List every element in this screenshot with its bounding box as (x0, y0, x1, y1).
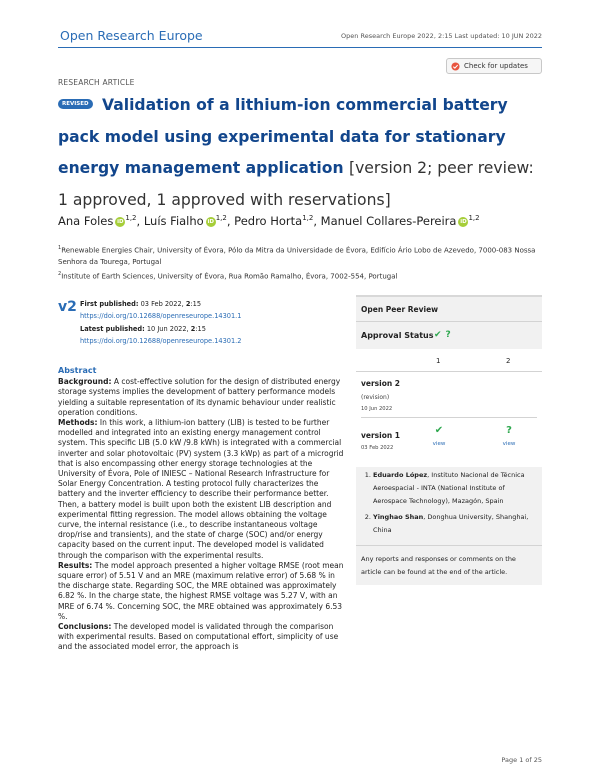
reviewer-name[interactable]: Yinghao Shan (373, 513, 424, 521)
reviewer-item: 1. Eduardo López, Instituto Nacional de Técnica Aeroespacial - INTA (National Institute of Aerospace Technology), Mazagón, Spain (373, 469, 537, 508)
author-name[interactable]: Manuel Collares-Pereira (320, 214, 457, 228)
author-affiliation-ref: 1,2 (302, 214, 314, 223)
version-tag: v2 (58, 299, 77, 315)
review-panel-title: Open Peer Review (361, 305, 439, 314)
abstract-heading: Abstract (58, 366, 97, 375)
author-separator: , (136, 214, 141, 228)
author-affiliation-ref: 1,2 (125, 214, 137, 223)
table-divider (356, 371, 542, 372)
crossmark-icon (451, 62, 460, 71)
open-peer-review-panel (356, 295, 542, 585)
orcid-icon[interactable]: iD (460, 219, 467, 225)
check-for-updates-label: Check for updates (464, 62, 528, 70)
revised-badge: REVISED (58, 99, 93, 109)
v1-reviewer2-reservations-icon: ? (506, 425, 512, 436)
version-1-date: 03 Feb 2022 (361, 445, 394, 451)
title-version: [version 2; peer review: 1 approved, 1 approved with reservations] (58, 159, 534, 209)
reviewer-list (361, 469, 537, 540)
review-divider (356, 545, 542, 546)
header-meta: Open Research Europe 2022, 2:15 Last updated: 10 JUN 2022 (341, 32, 542, 40)
v1-reviewer2-view-link[interactable]: view (502, 441, 516, 447)
reviewer-item: 2. Yinghao Shan, Donghua University, Shanghai, China (373, 511, 537, 537)
affiliations (58, 242, 544, 283)
abstract-results: Results: The model approach presented a higher voltage RMSE (root mean square error) of 5.51 V and an MRE (maximum relative error) of 5.68 % in the discharge state. Regarding SOC, the MRE obtained was approximately 6.82 %. In the charge state, the highest RMSE voltage was 5.27 V, with an MRE of 6.74 %. Concerning SOC, the MRE obtained was approximately 6.53 %. (58, 560, 344, 621)
article-title (58, 90, 548, 216)
reviewer-col-1: 1 (436, 357, 441, 365)
orcid-icon[interactable]: iD (207, 219, 214, 225)
table-divider (361, 417, 537, 418)
title-main: Validation of a lithium-ion commercial battery pack model using experimental data for stationary energy management application (58, 96, 508, 177)
approved-icon: ✔ (434, 330, 442, 340)
author-affiliation-ref: 1,2 (215, 214, 227, 223)
version-2-label: version 2 (361, 379, 401, 388)
publication-info: First published: 03 Feb 2022, 2:15 https://doi.org/10.12688/openreseurope.14301.1 Latest published: 10 Jun 2022, 2:15 https://doi.org/10.12688/openreseurope.14301.2 (80, 299, 241, 347)
author-separator: , (313, 214, 318, 228)
abstract-methods: Methods: In this work, a lithium-ion battery (LIB) is tested to be further modelled and integrated into an existing energy management control system. This specific LIB (5.0 kW /9.8 kWh) is integrated with a commercial inverter and solar photovoltaic (PV) system (3.3 kWp) as part of a microgrid that is also encompassing other energy storage technologies at the University of Évora, Pole of INIESC – National Research Infrastructure for Solar Energy Concentration. A testing protocol fully characterizes the battery and the inverter efficiency to describe their performance better. Then, a battery model is built upon both the existent LIB description and experimental fitting regression. The model allows obtaining the voltage curve, the internal resistance (i.e., to describe instantaneous voltage drop/rise and transients), and the state of charge (SOC) and/or energy capacity based on the current input. The developed model is validated through the comparison with the experimental results. (58, 418, 344, 560)
doi-link-v1[interactable]: https://doi.org/10.12688/openreseurope.14301.1 (80, 311, 242, 320)
approval-status-label: Approval Status (361, 331, 434, 340)
reservations-icon: ? (445, 330, 451, 340)
reviewer-name[interactable]: Eduardo López (373, 471, 428, 479)
page-number: Page 1 of 25 (501, 756, 542, 764)
version-2-sub: (revision) (361, 394, 390, 401)
header-divider (58, 47, 542, 48)
doi-link-v2[interactable]: https://doi.org/10.12688/openreseurope.14301.2 (80, 336, 242, 345)
approval-status-icons (434, 330, 451, 340)
affiliation-1: $^1$Renewable Energies Chair, University of Évora, Pólo da Mitra da Universidade de Évora, Edifício Ário Lobo de Azevedo, 7000-083 Nossa Senhora da Tourega, Portugal (58, 245, 536, 267)
orcid-icon[interactable]: iD (117, 219, 124, 225)
abstract-background: Background: A cost-effective solution for the design of distributed energy storage systems implies the development of battery performance models yielding a suitable representation of its dynamic behaviour under realistic operation conditions. (58, 377, 341, 417)
author-separator: , (226, 214, 231, 228)
affiliation-2: $^2$Institute of Earth Sciences, University of Évora, Rua Romão Ramalho, Évora, 7002-554, Portugal (58, 271, 398, 281)
article-type: RESEARCH ARTICLE (58, 78, 135, 87)
author-name[interactable]: Pedro Horta (234, 214, 303, 228)
v1-reviewer1-approved-icon: ✔ (434, 425, 444, 436)
version-2-date: 10 Jun 2022 (361, 406, 393, 412)
reviewer-col-2: 2 (506, 357, 511, 365)
review-divider (356, 321, 542, 322)
review-table (356, 349, 542, 467)
abstract (58, 366, 345, 653)
check-for-updates-button[interactable] (446, 58, 542, 74)
author-name[interactable]: Ana Foles (58, 214, 114, 228)
journal-brand[interactable]: Open Research Europe (60, 28, 203, 43)
v1-reviewer1-view-link[interactable]: view (432, 441, 446, 447)
author-affiliation-ref: 1,2 (468, 214, 480, 223)
author-name[interactable]: Luís Fialho (143, 214, 204, 228)
version-1-label: version 1 (361, 431, 401, 440)
abstract-conclusions: Conclusions: The developed model is validated through the comparison with experimental results. Based on computational effort, simplicity of use and the associated model error, the approach is (58, 622, 339, 652)
author-list (58, 214, 480, 228)
review-note: Any reports and responses or comments on the article can be found at the end of the article. (361, 555, 516, 576)
